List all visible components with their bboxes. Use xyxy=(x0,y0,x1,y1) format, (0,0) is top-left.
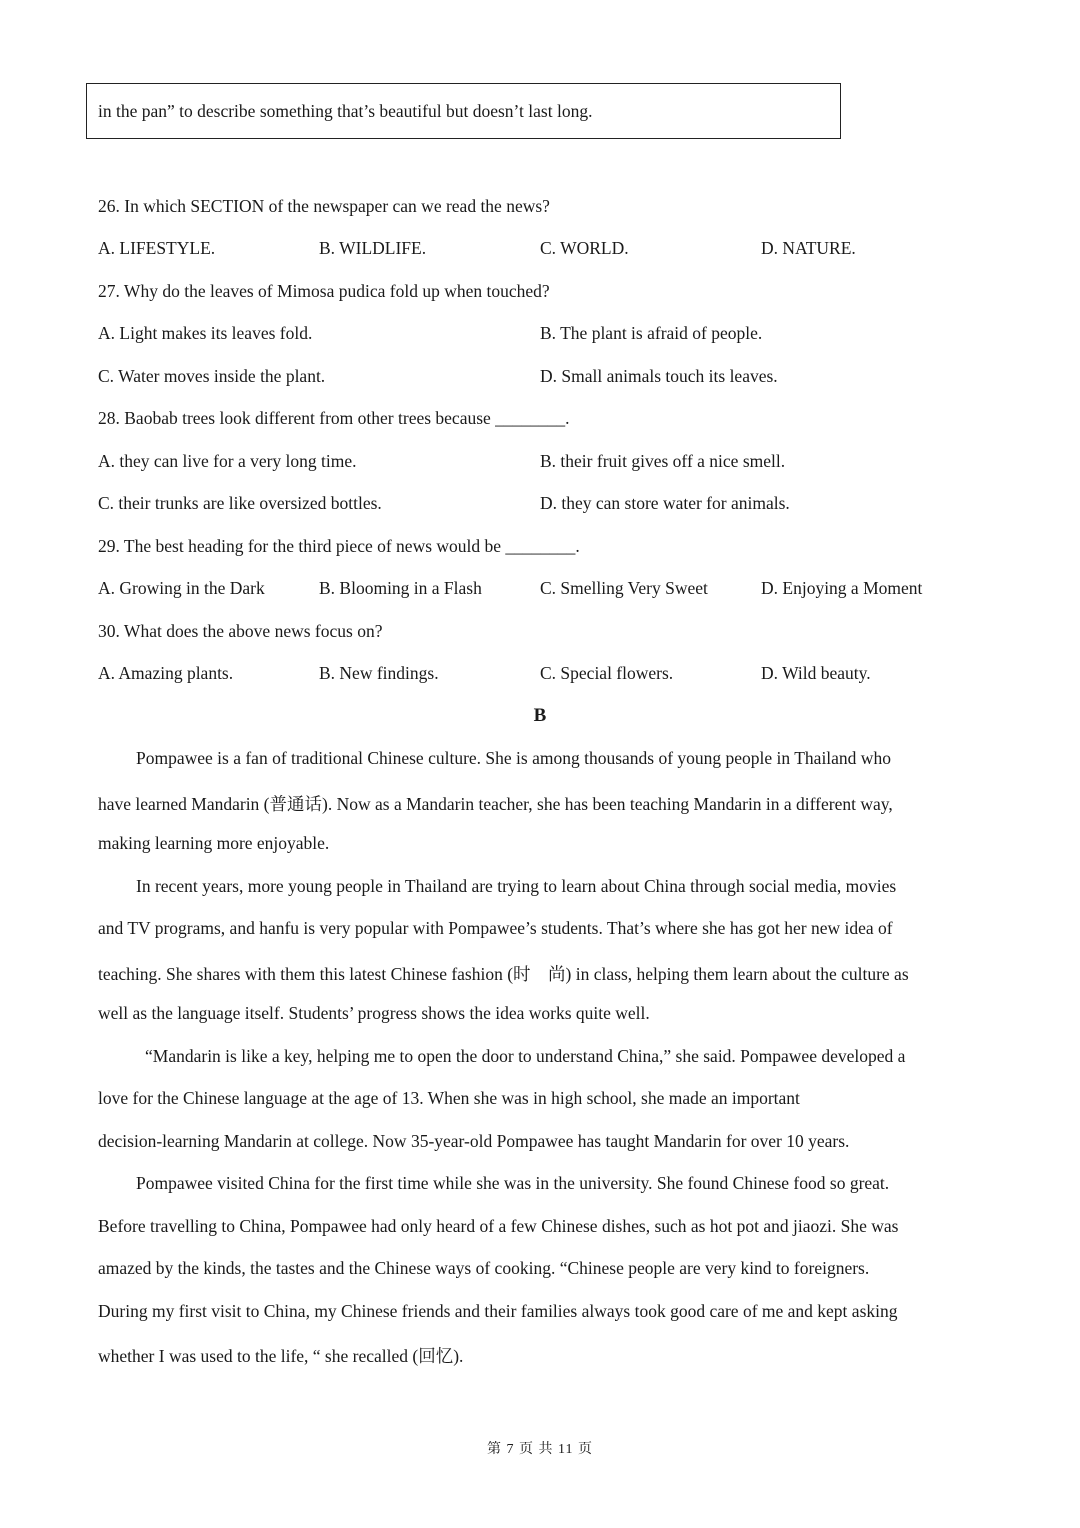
question-29-stem: 29. The best heading for the third piece of news would be ________. xyxy=(98,536,580,556)
passage-line: teaching. She shares with them this latest Chinese fashion (时 尚) in class, helping them learn about the culture as xyxy=(98,964,909,984)
q30-option-c: C. Special flowers. xyxy=(540,663,674,683)
question-27-stem: 27. Why do the leaves of Mimosa pudica fold up when touched? xyxy=(98,281,550,301)
q30-option-b: B. New findings. xyxy=(319,663,439,683)
q28-option-a: A. they can live for a very long time. xyxy=(98,451,357,471)
question-26-stem: 26. In which SECTION of the newspaper can we read the news? xyxy=(98,196,550,216)
box-text: in the pan” to describe something that’s beautiful but doesn’t last long. xyxy=(98,101,593,121)
q29-option-a: A. Growing in the Dark xyxy=(98,578,265,598)
passage-line: have learned Mandarin (普通话). Now as a Mandarin teacher, she has been teaching Mandarin in a different way, xyxy=(98,794,893,814)
question-28-stem: 28. Baobab trees look different from other trees because ________. xyxy=(98,408,570,428)
q28-option-c: C. their trunks are like oversized bottles. xyxy=(98,493,382,513)
passage-line: Before travelling to China, Pompawee had only heard of a few Chinese dishes, such as hot pot and jiaozi. She was xyxy=(98,1216,899,1236)
q28-option-b: B. their fruit gives off a nice smell. xyxy=(540,451,786,471)
question-30-stem: 30. What does the above news focus on? xyxy=(98,621,383,641)
q27-option-c: C. Water moves inside the plant. xyxy=(98,366,326,386)
section-heading: B xyxy=(533,705,547,726)
q29-option-d: D. Enjoying a Moment xyxy=(761,578,923,598)
q27-option-d: D. Small animals touch its leaves. xyxy=(540,366,778,386)
passage-line: and TV programs, and hanfu is very popular with Pompawee’s students. That’s where she has got her new idea of xyxy=(98,918,893,938)
passage-line: In recent years, more young people in Thailand are trying to learn about China through social media, movies xyxy=(136,876,897,896)
q26-option-c: C. WORLD. xyxy=(540,238,629,258)
passage-line: whether I was used to the life, “ she recalled (回忆). xyxy=(98,1346,464,1366)
q26-option-d: D. NATURE. xyxy=(761,238,856,258)
passage-line: well as the language itself. Students’ progress shows the idea works quite well. xyxy=(98,1003,650,1023)
passage-line: Pompawee visited China for the first time while she was in the university. She found Chinese food so great. xyxy=(136,1173,890,1193)
passage-line: Pompawee is a fan of traditional Chinese culture. She is among thousands of young people in Thailand who xyxy=(136,748,891,768)
page-footer: 第 7 页 共 11 页 xyxy=(487,1442,593,1457)
q30-option-a: A. Amazing plants. xyxy=(98,663,234,683)
q27-option-a: A. Light makes its leaves fold. xyxy=(98,323,313,343)
continued-text-box xyxy=(86,83,841,139)
q28-option-d: D. they can store water for animals. xyxy=(540,493,790,513)
passage-line: amazed by the kinds, the tastes and the Chinese ways of cooking. “Chinese people are very kind to foreigners. xyxy=(98,1258,870,1278)
passage-line: love for the Chinese language at the age of 13. When she was in high school, she made an important xyxy=(98,1088,800,1108)
q26-option-b: B. WILDLIFE. xyxy=(319,238,427,258)
q29-option-b: B. Blooming in a Flash xyxy=(319,578,482,598)
q26-option-a: A. LIFESTYLE. xyxy=(98,238,216,258)
passage-line: decision-learning Mandarin at college. Now 35-year-old Pompawee has taught Mandarin for over 10 years. xyxy=(98,1131,850,1151)
q30-option-d: D. Wild beauty. xyxy=(761,663,871,683)
passage-line: “Mandarin is like a key, helping me to open the door to understand China,” she said. Pompawee developed a xyxy=(145,1046,906,1066)
q29-option-c: C. Smelling Very Sweet xyxy=(540,578,708,598)
passage-line: making learning more enjoyable. xyxy=(98,833,330,853)
passage-line: During my first visit to China, my Chinese friends and their families always took good care of me and kept asking xyxy=(98,1301,898,1321)
q27-option-b: B. The plant is afraid of people. xyxy=(540,323,763,343)
